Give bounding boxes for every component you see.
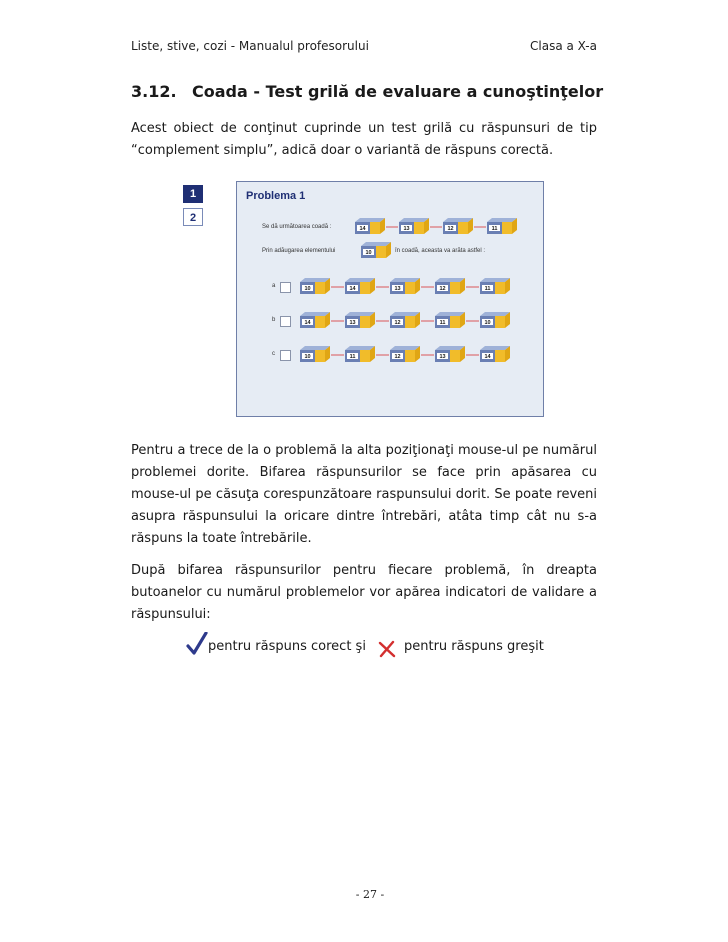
wrong-answer-label: pentru răspuns greşit: [404, 639, 544, 654]
option-c-cube-0: [300, 346, 330, 362]
given-queue-cube-0: [355, 218, 385, 234]
option-b-cube-3: [435, 312, 465, 328]
problem-2-button: 2: [183, 208, 203, 226]
section-title: Coada - Test grilă de evaluare a cunoştinţelor: [192, 82, 604, 101]
svg-text:12: 12: [394, 320, 401, 326]
option-a-cube-4: [480, 278, 510, 294]
problem-panel: [236, 181, 544, 417]
svg-text:11: 11: [484, 286, 491, 292]
svg-text:10: 10: [365, 250, 372, 256]
queue-statement: Se dă următoarea coadă :: [262, 224, 332, 230]
svg-text:14: 14: [304, 320, 311, 326]
added-element-cube: [361, 242, 391, 258]
cross-icon: [378, 640, 396, 658]
svg-text:10: 10: [304, 354, 311, 360]
svg-text:11: 11: [491, 226, 498, 232]
given-queue-cube-3: [487, 218, 517, 234]
given-queue-cube-2: [443, 218, 473, 234]
option-a-cube-1: [345, 278, 375, 294]
section-heading: [131, 82, 604, 101]
option-c-cube-2: [390, 346, 420, 362]
check-icon: [186, 632, 208, 656]
option-b-cube-4: [480, 312, 510, 328]
svg-text:14: 14: [349, 286, 356, 292]
svg-text:10: 10: [304, 286, 311, 292]
validation-paragraph: După bifarea răspunsurilor pentru fiecare problemă, în dreapta butoanelor cu numărul problemelor vor apărea indicatori de validare a răspunsului:: [131, 563, 597, 622]
running-header-left: Liste, stive, cozi - Manualul profesorului: [131, 39, 369, 53]
option-a-cube-3: [435, 278, 465, 294]
option-b-cube-0: [300, 312, 330, 328]
option-c-cube-4: [480, 346, 510, 362]
svg-text:10: 10: [484, 320, 491, 326]
svg-text:11: 11: [439, 320, 446, 326]
navigation-paragraph: Pentru a trece de la o problemă la alta poziţionaţi mouse-ul pe numărul problemei dorite. Bifarea răspunsurilor se face prin apăsarea cu mouse-ul pe căsuţa corespunzătoare raspunsului dorit. Se poate reveni asupra răspunsului la oricare dintre întrebări, atâta timp cât nu s-a răspuns la toate întrebările.: [131, 443, 597, 546]
correct-answer-label: pentru răspuns corect şi: [208, 639, 366, 654]
svg-text:12: 12: [447, 226, 454, 232]
svg-text:12: 12: [439, 286, 446, 292]
svg-text:11: 11: [349, 354, 356, 360]
option-a-cube-2: [390, 278, 420, 294]
problem-1-button: 1: [183, 185, 203, 203]
svg-text:12: 12: [394, 354, 401, 360]
add-statement-end: în coadă, aceasta va arăta astfel :: [395, 248, 486, 254]
svg-text:13: 13: [439, 354, 446, 360]
option-b-label: b: [272, 317, 276, 323]
svg-text:13: 13: [394, 286, 401, 292]
validation-legend: [0, 632, 728, 664]
option-c-label: c: [272, 351, 275, 357]
svg-text:13: 13: [349, 320, 356, 326]
option-a-label: a: [272, 283, 276, 289]
option-b-cube-1: [345, 312, 375, 328]
running-header-right: Clasa a X-a: [530, 39, 597, 53]
svg-text:14: 14: [359, 226, 366, 232]
section-number: 3.12.: [131, 82, 177, 101]
svg-text:13: 13: [403, 226, 410, 232]
option-c-cube-1: [345, 346, 375, 362]
queue-diagrams: [237, 182, 543, 416]
svg-text:14: 14: [484, 354, 491, 360]
option-c-cube-3: [435, 346, 465, 362]
option-b-cube-2: [390, 312, 420, 328]
problem-title: Problema 1: [246, 190, 306, 202]
add-statement-start: Prin adăugarea elementului: [262, 248, 336, 254]
page-number: - 27 -: [355, 888, 385, 901]
intro-paragraph: Acest obiect de conţinut cuprinde un test grilă cu răspunsuri de tip “complement simplu”, adică doar o variantă de răspuns corectă.: [131, 121, 597, 158]
option-a-cube-0: [300, 278, 330, 294]
given-queue-cube-1: [399, 218, 429, 234]
